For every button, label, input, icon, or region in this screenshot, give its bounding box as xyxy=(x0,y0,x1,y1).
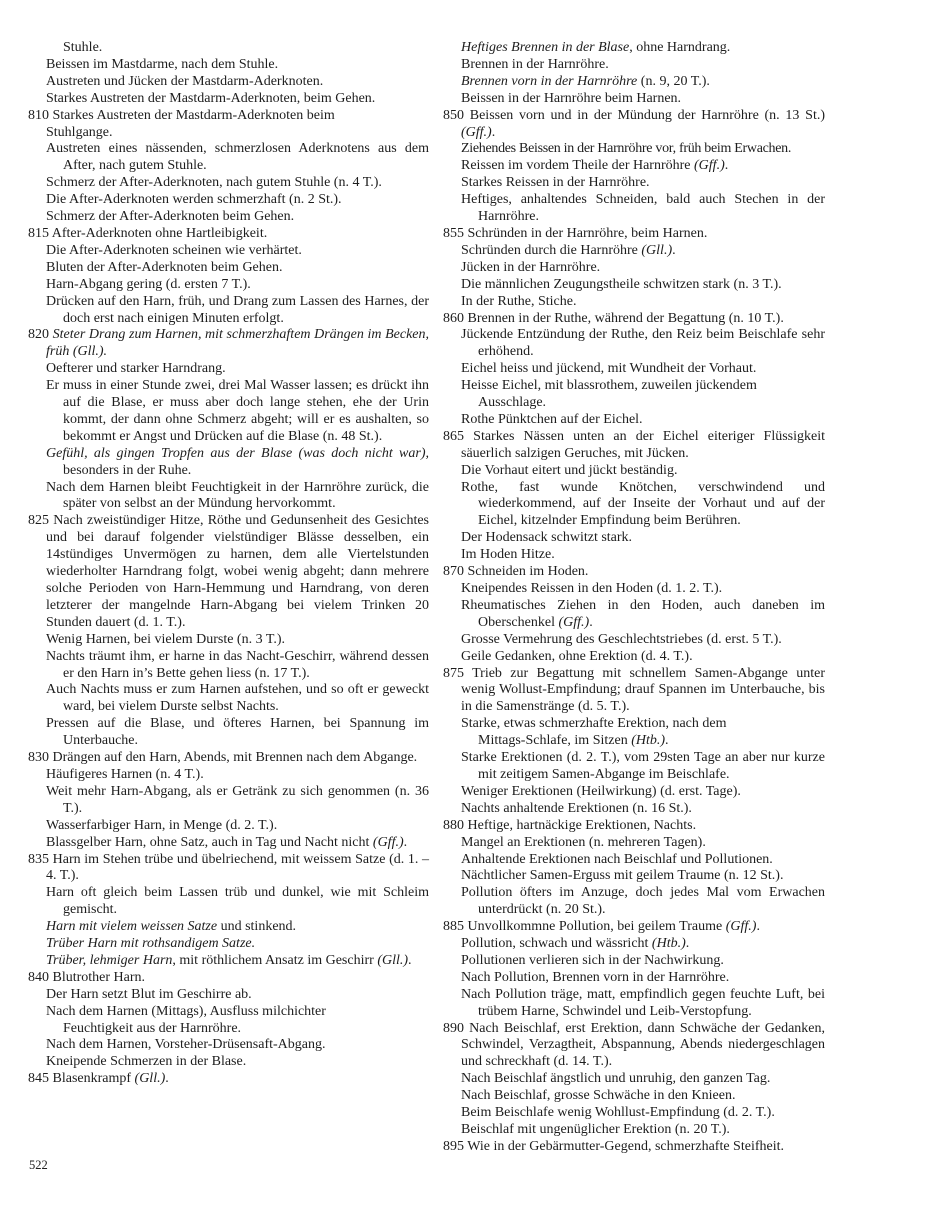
symptom-text: Trieb zur Begattung mit schnellem Samen-Abgange unter wenig Wollust-Empfindung; drauf Spannen im Unterbauche, bis in die Samenstränge (d. 5. T.). xyxy=(461,665,825,715)
symptom-entry xyxy=(28,260,429,277)
symptom-number: 840 xyxy=(28,969,49,985)
symptom-text: Im Hoden Hitze. xyxy=(461,547,555,563)
symptom-entry xyxy=(443,361,825,378)
symptom-entry xyxy=(28,682,429,716)
symptom-text: Ziehendes Beissen in der Harnröhre vor, früh beim Erwachen. xyxy=(461,141,792,157)
symptom-entry xyxy=(443,1071,825,1088)
symptom-entry xyxy=(443,632,825,649)
symptom-text: . xyxy=(165,1071,169,1087)
symptom-entry xyxy=(443,885,825,919)
symptom-entry xyxy=(443,108,825,142)
symptom-number: 835 xyxy=(28,851,49,867)
symptom-text: Die männlichen Zeugungstheile schwitzen stark (n. 3 T.). xyxy=(461,276,782,292)
symptom-entry xyxy=(28,446,429,480)
symptom-entry xyxy=(443,311,825,328)
symptom-text: Drängen auf den Harn, Abends, mit Brennen nach dem Abgange. xyxy=(52,750,418,766)
symptom-entry xyxy=(443,158,825,175)
symptom-entry xyxy=(28,852,429,886)
symptom-entry xyxy=(443,192,825,226)
symptom-entry xyxy=(443,74,825,91)
symptom-text: Jücken in der Harnröhre. xyxy=(461,259,601,275)
symptom-text: Geile Gedanken, ohne Erektion (d. 4. T.). xyxy=(461,648,693,664)
symptom-text: Nach Beischlaf, erst Erektion, dann Schwäche der Gedanken, Schwindel, Verzagtheit, Abspannung, Abends niedergeschlagen und schreckhaft (d. 14. T.). xyxy=(461,1020,826,1070)
symptom-entry xyxy=(443,716,825,750)
symptom-text: (Gff.) xyxy=(725,919,757,935)
symptom-text: Trüber Harn mit rothsandigem Satze. xyxy=(46,936,256,952)
symptom-entry xyxy=(443,226,825,243)
symptom-entry xyxy=(443,1021,825,1072)
symptom-text: Starkes Austreten der Mastdarm-Aderknoten, beim Gehen. xyxy=(46,90,376,106)
symptom-entry xyxy=(443,801,825,818)
right-column xyxy=(443,40,825,1156)
symptom-entry xyxy=(28,57,429,74)
symptom-text: Heftiges, anhaltendes Schneiden, bald auch Stechen in der Harnröhre. xyxy=(461,192,825,225)
symptom-entry xyxy=(28,40,429,57)
symptom-entry xyxy=(28,632,429,649)
symptom-text: Der Harn setzt Blut im Geschirre ab. xyxy=(46,986,252,1002)
symptom-text: Schründen durch die Harnröhre xyxy=(461,242,642,258)
symptom-text: (Gff.) xyxy=(372,834,404,850)
symptom-text: Stuhlgange. xyxy=(46,124,113,140)
symptom-entry xyxy=(28,885,429,919)
symptom-text: Gefühl, als gingen Tropfen aus der Blase (was doch nicht war), xyxy=(46,445,429,461)
symptom-entry xyxy=(443,818,825,835)
symptom-text: Rothe, fast wunde Knötchen, verschwindend und wiederkommend, auf der Inseite der Vorhaut und auf der Eichel, kitzelnder Empfindung beim Berühren. xyxy=(461,479,825,529)
symptom-number: 855 xyxy=(443,225,464,241)
symptom-entry xyxy=(443,835,825,852)
symptom-entry xyxy=(443,412,825,429)
symptom-entry xyxy=(443,649,825,666)
symptom-text: Wasserfarbiger Harn, in Menge (d. 2. T.). xyxy=(46,817,278,833)
symptom-entry xyxy=(28,818,429,835)
symptom-text: Auch Nachts muss er zum Harnen aufstehen, und so oft er geweckt ward, bei vielem Durste selbst Nachts. xyxy=(46,682,429,715)
symptom-text: (n. 9, 20 T.). xyxy=(637,73,710,89)
symptom-text: Nach Pollution, Brennen vorn in der Harnröhre. xyxy=(461,969,730,985)
symptom-number: 830 xyxy=(28,750,49,766)
symptom-entry xyxy=(28,1004,429,1038)
symptom-number: 850 xyxy=(443,107,464,123)
symptom-number: 885 xyxy=(443,919,464,935)
symptom-entry xyxy=(443,666,825,717)
symptom-entry xyxy=(28,378,429,446)
symptom-entry xyxy=(443,1088,825,1105)
symptom-entry xyxy=(28,750,429,767)
symptom-entry xyxy=(28,953,429,970)
symptom-entry xyxy=(443,57,825,74)
symptom-text: Schmerz der After-Aderknoten, nach gutem Stuhle (n. 4 T.). xyxy=(46,175,382,191)
symptom-text: Wie in der Gebärmutter-Gegend, schmerzhafte Steifheit. xyxy=(467,1138,784,1154)
symptom-number: 870 xyxy=(443,564,464,580)
symptom-entry xyxy=(443,547,825,564)
symptom-text: Starke Erektionen (d. 2. T.), vom 29sten Tage an aber nur kurze mit zeitigem Samen-Abgange im Beischlafe. xyxy=(461,750,825,782)
symptom-entry xyxy=(28,74,429,91)
symptom-text: Die After-Aderknoten scheinen wie verhärtet. xyxy=(46,242,302,258)
symptom-text: Heisse Eichel, mit blassrothem, zuweilen jückendem xyxy=(461,378,757,394)
symptom-entry xyxy=(28,767,429,784)
symptom-text: Heftige, hartnäckige Erektionen, Nachts. xyxy=(467,817,697,833)
symptom-text: Drücken auf den Harn, früh, und Drang zum Lassen des Harnes, der doch erst nach einigen Minuten erfolgt. xyxy=(46,293,429,326)
symptom-text: Nach Pollution träge, matt, empfindlich gegen feuchte Luft, bei trübem Harne, Schwindel und Leib-Verstopfung. xyxy=(461,986,825,1019)
symptom-number: 880 xyxy=(443,817,464,833)
symptom-text: besonders in der Ruhe. xyxy=(63,462,192,478)
symptom-number: 820 xyxy=(28,327,49,343)
symptom-text: . xyxy=(589,614,593,630)
symptom-text: Nach dem Harnen bleibt Feuchtigkeit in der Harnröhre zurück, die später von selbst an der Mündung hervorkommt. xyxy=(46,479,429,512)
symptom-text: . xyxy=(491,124,496,140)
symptom-text: Nach zweistündiger Hitze, Röthe und Gedunsenheit des Gesichtes und bei darauf folgender vielstündiger Blässe desselben, ein 14stündiges Unvermögen zu harnen, dem alle Viertelstunden wiederholter Harndrang folgt, wobei wenig abgeht; dann mehrere solche Perioden von Harn-Hemmung und Harndrang, von deren letzterer der mangelnde Harn-Abgang bei vielem Trinken 20 Stunden dauert (d. 1. T.). xyxy=(46,513,429,630)
symptom-entry xyxy=(443,564,825,581)
symptom-text: Jückende Entzündung der Ruthe, den Reiz beim Beischlafe sehr erhöhend. xyxy=(461,327,825,360)
symptom-text: Häufigeres Harnen (n. 4 T.). xyxy=(46,766,204,782)
symptom-entry xyxy=(28,277,429,294)
symptom-text: Heftiges Brennen in der Blase xyxy=(461,40,630,55)
symptom-entry xyxy=(28,936,429,953)
symptom-number: 860 xyxy=(443,310,464,326)
symptom-entry xyxy=(443,40,825,57)
symptom-entry xyxy=(443,784,825,801)
symptom-text: Nach dem Harnen (Mittags), Ausfluss milchichter xyxy=(46,1003,326,1019)
symptom-text: Schmerz der After-Aderknoten beim Gehen. xyxy=(46,209,295,225)
symptom-entry xyxy=(28,209,429,226)
symptom-entry xyxy=(443,581,825,598)
symptom-number: 825 xyxy=(28,513,49,529)
symptom-text: Unvollkommne Pollution, bei geilem Traume xyxy=(467,919,726,935)
symptom-text: . xyxy=(672,242,676,258)
symptom-text: Beischlaf mit ungenüglicher Erektion (n. 20 T.). xyxy=(461,1122,730,1137)
symptom-text: Blutrother Harn. xyxy=(52,969,146,985)
symptom-entry xyxy=(443,919,825,936)
symptom-text: Weniger Erektionen (Heilwirkung) (d. erst. Tage). xyxy=(461,783,741,799)
symptom-text: Schneiden im Hoden. xyxy=(467,564,589,580)
symptom-text: Starkes Austreten der Mastdarm-Aderknoten beim xyxy=(52,107,335,123)
symptom-text: Beissen in der Harnröhre beim Harnen. xyxy=(461,90,682,106)
symptom-entry xyxy=(28,1054,429,1071)
symptom-text: (Gff.) xyxy=(558,614,590,630)
symptom-entry xyxy=(28,1037,429,1054)
symptom-text: Steter Drang zum Harnen, mit schmerzhaftem Drängen im Becken, früh (Gll.). xyxy=(46,327,430,360)
symptom-entry xyxy=(28,327,429,361)
symptom-text: Brennen in der Harnröhre. xyxy=(461,56,609,72)
symptom-entry xyxy=(28,108,429,142)
symptom-text: Mittags-Schlafe, im Sitzen xyxy=(478,733,632,749)
symptom-text: After-Aderknoten ohne Hartleibigkeit. xyxy=(51,225,268,241)
symptom-entry xyxy=(443,277,825,294)
symptom-entry xyxy=(28,243,429,260)
symptom-text: Blassgelber Harn, ohne Satz, auch in Tag und Nacht nicht xyxy=(46,834,373,850)
symptom-entry xyxy=(443,598,825,632)
symptom-text: Nach Beischlaf, grosse Schwäche in den Knieen. xyxy=(461,1088,736,1104)
symptom-text: Nächtlicher Samen-Erguss mit geilem Traume (n. 12 St.). xyxy=(461,868,784,884)
symptom-number: 845 xyxy=(28,1071,49,1087)
page-number: 522 xyxy=(29,1158,48,1172)
symptom-entry xyxy=(443,970,825,987)
symptom-entry xyxy=(443,243,825,260)
symptom-text: Ausschlage. xyxy=(478,395,547,411)
symptom-text: Der Hodensack schwitzt stark. xyxy=(461,530,633,546)
left-column xyxy=(28,40,429,1088)
symptom-text: Eichel heiss und jückend, mit Wundheit der Vorhaut. xyxy=(461,361,757,377)
symptom-text: Starkes Reissen in der Harnröhre. xyxy=(461,175,650,191)
symptom-text: Nachts anhaltende Erektionen (n. 16 St.). xyxy=(461,800,692,816)
symptom-entry xyxy=(28,784,429,818)
symptom-number: 895 xyxy=(443,1138,464,1154)
symptom-text: Nach Beischlaf ängstlich und unruhig, den ganzen Tag. xyxy=(461,1071,771,1087)
symptom-text: Kneipendes Reissen in den Hoden (d. 1. 2. T.). xyxy=(461,581,723,596)
symptom-text: Harn-Abgang gering (d. ersten 7 T.). xyxy=(46,276,251,292)
symptom-number: 865 xyxy=(443,428,464,444)
symptom-text: Oefterer und starker Harndrang. xyxy=(46,361,226,377)
symptom-entry xyxy=(28,835,429,852)
symptom-text: Trüber, lehmiger Harn xyxy=(46,952,173,968)
symptom-text: Nachts träumt ihm, er harne in das Nacht-Geschirr, während dessen er den Harn in’s Bette gehen liess (n. 17 T.). xyxy=(46,648,429,681)
symptom-text: Pollution öfters im Anzuge, doch jedes Mal vom Erwachen unterdrückt (n. 20 St.). xyxy=(461,885,825,918)
symptom-text: Pollutionen verlieren sich in der Nachwirkung. xyxy=(461,952,724,968)
symptom-text: (Gll.) xyxy=(641,242,673,258)
symptom-text: Die After-Aderknoten werden schmerzhaft (n. 2 St.). xyxy=(46,192,342,208)
symptom-text: Stuhle. xyxy=(63,40,103,55)
symptom-entry xyxy=(443,852,825,869)
symptom-text: . xyxy=(724,158,729,174)
symptom-entry xyxy=(28,175,429,192)
symptom-entry xyxy=(443,530,825,547)
symptom-entry xyxy=(443,378,825,412)
symptom-entry xyxy=(443,429,825,463)
symptom-entry xyxy=(443,91,825,108)
symptom-text: Wenig Harnen, bei vielem Durste (n. 3 T.). xyxy=(46,631,286,647)
symptom-entry xyxy=(28,987,429,1004)
symptom-text: Harn im Stehen trübe und übelriechend, mit weissem Satze (d. 1. – 4. T.). xyxy=(46,851,430,884)
symptom-text: Rheumatisches Ziehen in den Hoden, auch daneben im Oberschenkel xyxy=(461,597,825,630)
symptom-text: Feuchtigkeit aus der Harnröhre. xyxy=(63,1020,242,1036)
symptom-entry xyxy=(443,175,825,192)
symptom-text: . xyxy=(665,733,669,749)
symptom-text: Beim Beischlafe wenig Wohllust-Empfindung (d. 2. T.). xyxy=(461,1105,775,1121)
symptom-text: Nach dem Harnen, Vorsteher-Drüsensaft-Abgang. xyxy=(46,1037,326,1053)
symptom-entry xyxy=(28,970,429,987)
symptom-entry xyxy=(443,987,825,1021)
symptom-text: (Gff.) xyxy=(461,124,492,140)
symptom-text: (Gll.) xyxy=(134,1071,166,1087)
symptom-text: In der Ruthe, Stiche. xyxy=(461,293,577,309)
symptom-text: . xyxy=(408,952,412,968)
symptom-text: Mangel an Erektionen (n. mehreren Tagen). xyxy=(461,834,706,850)
symptom-entry xyxy=(28,716,429,750)
symptom-text: , mit röthlichem Ansatz im Geschirr xyxy=(172,952,378,968)
symptom-entry xyxy=(443,260,825,277)
symptom-text: (Gff.) xyxy=(694,158,725,174)
symptom-entry xyxy=(443,1122,825,1139)
symptom-entry xyxy=(443,1139,825,1156)
symptom-text: (Htb.) xyxy=(631,733,666,749)
symptom-text: und stinkend. xyxy=(217,919,297,935)
symptom-text: (Htb.) xyxy=(651,936,686,952)
symptom-text: Austreten und Jücken der Mastdarm-Aderknoten. xyxy=(46,73,324,89)
symptom-text: Pollution, schwach und wässricht xyxy=(461,936,652,952)
symptom-entry xyxy=(28,192,429,209)
symptom-entry xyxy=(443,1105,825,1122)
symptom-text: Brennen vorn in der Harnröhre xyxy=(461,73,638,89)
symptom-text: Brennen in der Ruthe, während der Begattung (n. 10 T.). xyxy=(467,310,784,326)
symptom-text: Austreten eines nässenden, schmerzlosen Aderknotens aus dem After, nach gutem Stuhle. xyxy=(46,141,429,174)
symptom-entry xyxy=(443,141,825,158)
symptom-text: Harn oft gleich beim Lassen trüb und dunkel, wie mit Schleim gemischt. xyxy=(46,885,429,918)
symptom-text: Kneipende Schmerzen in der Blase. xyxy=(46,1054,247,1070)
symptom-text: Beissen vorn und in der Mündung der Harnröhre (n. 13 St.) xyxy=(469,107,826,123)
symptom-entry xyxy=(443,953,825,970)
symptom-text: Pressen auf die Blase, und öfteres Harnen, bei Spannung im Unterbauche. xyxy=(46,716,429,749)
symptom-entry xyxy=(28,361,429,378)
symptom-entry xyxy=(28,1071,429,1088)
symptom-text: Starkes Nässen unten an der Eichel eiteriger Flüssigkeit säuerlich salzigen Geruches, mit Jücken. xyxy=(461,428,825,461)
symptom-text: Reissen im vordem Theile der Harnröhre xyxy=(461,158,695,174)
symptom-text: Beissen im Mastdarme, nach dem Stuhle. xyxy=(46,56,279,72)
symptom-text: . xyxy=(685,936,690,952)
symptom-text: Rothe Pünktchen auf der Eichel. xyxy=(461,411,643,427)
symptom-number: 875 xyxy=(443,665,464,681)
symptom-text: Blasenkrampf xyxy=(52,1071,135,1087)
symptom-entry xyxy=(443,868,825,885)
symptom-text: Harn mit vielem weissen Satze xyxy=(46,919,218,935)
symptom-text: , ohne Harndrang. xyxy=(629,40,731,55)
symptom-text: (Gll.) xyxy=(377,952,409,968)
symptom-entry xyxy=(28,226,429,243)
symptom-entry xyxy=(28,91,429,108)
symptom-text: Starke, etwas schmerzhafte Erektion, nach dem xyxy=(461,716,727,732)
symptom-text: Er muss in einer Stunde zwei, drei Mal Wasser lassen; es drückt ihn auf die Blase, er muss aber doch lange stehen, ehe der Urin kommt, der dann ohne Schmerz abgeht; will er es aushalten, so bekommt er Angst und Drücken auf die Blase (n. 48 St.). xyxy=(46,378,429,444)
symptom-entry xyxy=(28,513,429,631)
symptom-entry xyxy=(28,480,429,514)
symptom-text: Schründen in der Harnröhre, beim Harnen. xyxy=(467,225,708,241)
symptom-entry xyxy=(443,936,825,953)
symptom-number: 890 xyxy=(443,1020,464,1036)
symptom-number: 815 xyxy=(28,225,49,241)
symptom-entry xyxy=(28,649,429,683)
symptom-entry xyxy=(28,919,429,936)
symptom-text: Grosse Vermehrung des Geschlechtstriebes (d. erst. 5 T.). xyxy=(461,631,782,647)
symptom-entry xyxy=(443,463,825,480)
symptom-text: Bluten der After-Aderknoten beim Gehen. xyxy=(46,259,283,275)
symptom-entry xyxy=(443,327,825,361)
symptom-entry xyxy=(28,294,429,328)
symptom-text: Anhaltende Erektionen nach Beischlaf und Pollutionen. xyxy=(461,851,773,867)
symptom-text: . xyxy=(403,834,408,850)
symptom-entry xyxy=(443,294,825,311)
symptom-number: 810 xyxy=(28,107,49,123)
symptom-entry xyxy=(28,141,429,175)
symptom-text: . xyxy=(756,919,760,935)
symptom-entry xyxy=(443,750,825,784)
symptom-text: Weit mehr Harn-Abgang, als er Getränk zu sich genommen (n. 36 T.). xyxy=(46,783,429,816)
symptom-text: Die Vorhaut eitert und jückt beständig. xyxy=(461,462,678,478)
symptom-entry xyxy=(443,480,825,531)
